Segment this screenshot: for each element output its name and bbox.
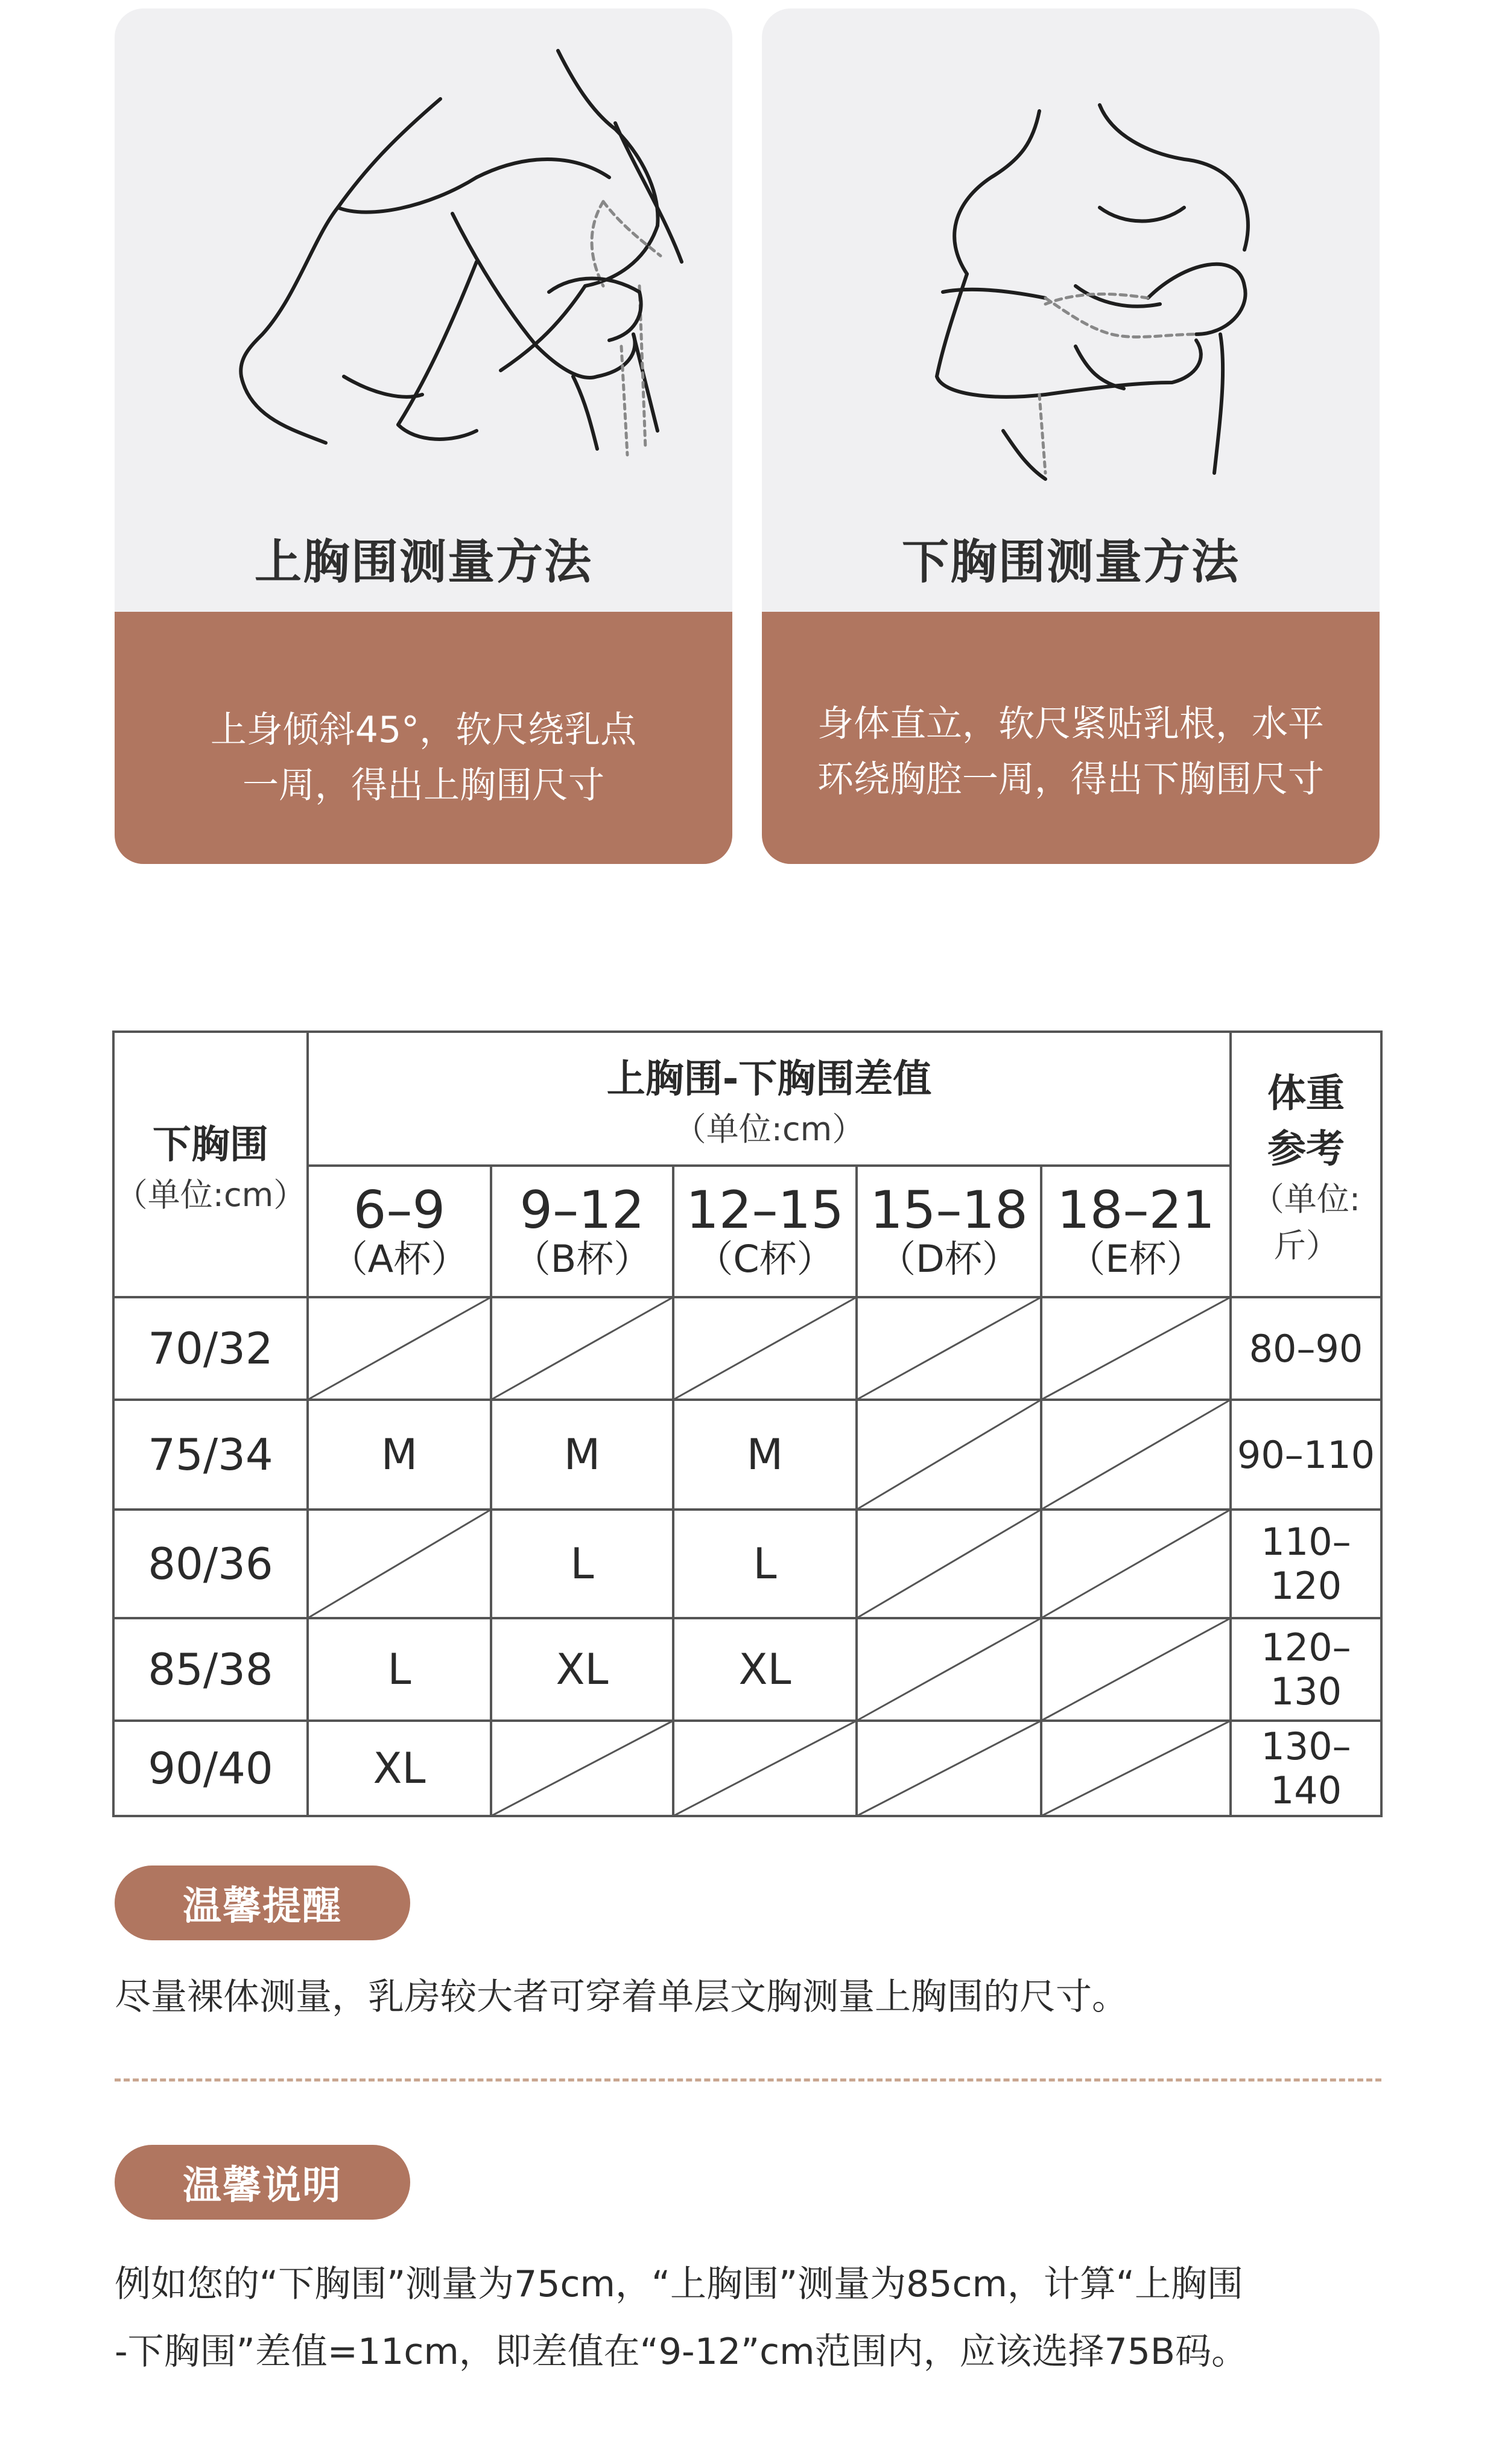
size-cell: XL xyxy=(738,1645,791,1694)
size-cell xyxy=(674,1722,855,1815)
underbust-cell: 90/40 xyxy=(148,1743,273,1794)
size-cell: XL xyxy=(373,1744,426,1793)
size-cell xyxy=(1042,1619,1229,1719)
cup-range: 15–18 xyxy=(870,1180,1028,1240)
weight-header: 体重 xyxy=(1267,1072,1345,1116)
underbust-cell: 85/38 xyxy=(148,1644,273,1695)
size-cell xyxy=(858,1511,1040,1617)
size-cell xyxy=(309,1511,490,1617)
reminder-badge: 温馨提醒 xyxy=(115,1865,410,1940)
underbust-cell: 70/32 xyxy=(148,1323,273,1374)
dashed-divider xyxy=(115,2078,1381,2081)
size-chart-table xyxy=(112,1030,1383,1817)
explanation-line: -下胸围”差值=11cm，即差值在“9-12”cm范围内，应该选择75B码。 xyxy=(115,2331,1248,2373)
weight-header: 参考 xyxy=(1267,1127,1345,1172)
size-cell: XL xyxy=(556,1645,609,1694)
explanation-badge: 温馨说明 xyxy=(115,2145,410,2220)
cup-header-c xyxy=(674,1167,855,1296)
size-cell: M xyxy=(563,1430,601,1479)
size-cell: M xyxy=(746,1430,784,1479)
underbust-header: 下胸围 xyxy=(153,1122,268,1167)
size-cell: M xyxy=(381,1430,418,1479)
size-cell: L xyxy=(387,1645,411,1694)
cup-label: （D杯） xyxy=(878,1237,1019,1281)
card-description-line: 身体直立，软尺紧贴乳根，水平 xyxy=(817,703,1324,745)
card-title: 上胸围测量方法 xyxy=(254,535,592,589)
weight-cell: 120–130 xyxy=(1261,1625,1351,1713)
card-under-bust xyxy=(762,8,1380,864)
card-description-line: 一周，得出上胸围尺寸 xyxy=(242,764,604,807)
cup-header-b xyxy=(492,1167,672,1296)
diff-header-cell xyxy=(309,1033,1229,1164)
weight-header-cell xyxy=(1232,1033,1380,1296)
cup-range: 12–15 xyxy=(686,1180,844,1240)
size-cell xyxy=(1042,1298,1229,1399)
size-cell xyxy=(492,1298,672,1399)
weight-cell: 80–90 xyxy=(1249,1326,1363,1371)
weight-cell: 130–140 xyxy=(1261,1724,1351,1812)
size-cell: L xyxy=(753,1539,777,1589)
cup-range: 6–9 xyxy=(353,1180,446,1240)
cup-header-e xyxy=(1042,1167,1229,1296)
weight-cell: 110–120 xyxy=(1261,1520,1351,1608)
cup-label: （C杯） xyxy=(696,1237,834,1281)
card-upper-bust xyxy=(115,8,732,864)
size-cell xyxy=(858,1619,1040,1719)
size-cell: L xyxy=(570,1539,594,1589)
size-cell xyxy=(858,1722,1040,1815)
size-cell xyxy=(1042,1511,1229,1617)
size-cell xyxy=(674,1298,855,1399)
weight-unit: （单位:斤） xyxy=(1251,1180,1361,1265)
cup-header-d xyxy=(858,1167,1040,1296)
cup-range: 9–12 xyxy=(519,1180,645,1240)
reminder-text: 尽量裸体测量，乳房较大者可穿着单层文胸测量上胸围的尺寸。 xyxy=(115,1976,1128,2018)
underbust-cell: 75/34 xyxy=(148,1429,273,1480)
diff-header: 上胸围-下胸围差值 xyxy=(606,1056,932,1102)
cup-label: （A杯） xyxy=(330,1237,469,1281)
size-cell xyxy=(858,1298,1040,1399)
underbust-header-cell xyxy=(115,1033,306,1296)
weight-cell: 90–110 xyxy=(1237,1432,1375,1477)
size-cell xyxy=(492,1722,672,1815)
underbust-cell: 80/36 xyxy=(148,1538,273,1589)
upper-bust-illustration xyxy=(115,8,732,503)
size-cell xyxy=(1042,1401,1229,1508)
cup-label: （E杯） xyxy=(1068,1237,1204,1281)
cup-header-a xyxy=(309,1167,490,1296)
card-description-band xyxy=(762,612,1380,864)
size-cell xyxy=(1042,1722,1229,1815)
card-title: 下胸围测量方法 xyxy=(901,535,1240,589)
size-cell xyxy=(309,1298,490,1399)
underbust-unit: （单位:cm） xyxy=(115,1175,306,1214)
cup-label: （B杯） xyxy=(513,1237,651,1281)
card-description-line: 环绕胸腔一周，得出下胸围尺寸 xyxy=(817,758,1324,801)
under-bust-illustration xyxy=(762,8,1380,503)
card-description-line: 上身倾斜45°，软尺绕乳点 xyxy=(210,709,637,751)
card-description-band xyxy=(115,612,732,864)
explanation-line: 例如您的“下胸围”测量为75cm，“上胸围”测量为85cm，计算“上胸围 xyxy=(115,2263,1243,2305)
cup-range: 18–21 xyxy=(1057,1180,1215,1240)
size-cell xyxy=(858,1401,1040,1508)
diff-unit: （单位:cm） xyxy=(673,1110,865,1148)
